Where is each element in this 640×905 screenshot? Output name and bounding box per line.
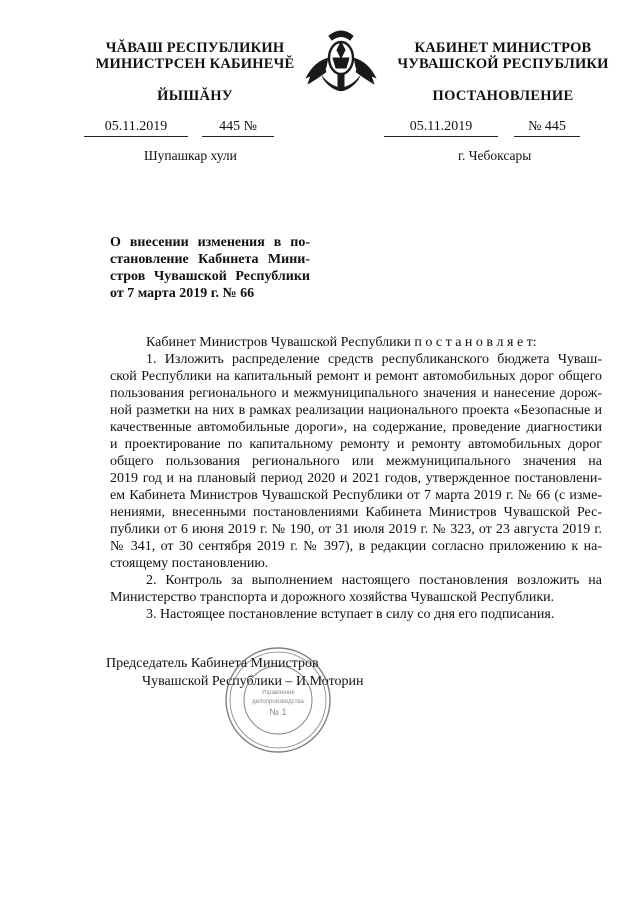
seal-center-line1: Управление — [261, 690, 295, 696]
registration-seal-stamp — [222, 644, 334, 756]
body-line: общего пользования регионального или межмуниципального значения на — [110, 454, 602, 469]
body-line: Кабинет Министров Чувашской Республики п о с т а н о в л я е т: — [146, 335, 537, 350]
signature-title: Председатель Кабинета Министров — [106, 656, 319, 671]
body-line: 2019 год и на плановый период 2020 и 2021 годов, утвержденное постановлени- — [110, 471, 602, 486]
right-date: 05.11.2019 — [384, 118, 498, 137]
body-line: стоящему постановлению. — [110, 556, 269, 571]
body-line: 2. Контроль за выполнением настоящего постановления возложить на — [146, 573, 602, 588]
body-line: ем Кабинета Министров Чувашской Республики от 7 марта 2019 г. № 66 (с изме- — [110, 488, 602, 503]
seal-number: № 1 — [269, 707, 287, 717]
right-number: № 445 — [514, 118, 580, 137]
body-line: № 341, от 30 сентября 2019 г. № 397), в редакции согласно приложению к на- — [110, 539, 602, 554]
body-line: 1. Изложить распределение средств республиканского бюджета Чуваш- — [146, 352, 602, 367]
body-line: Министерство транспорта и дорожного хозяйства Чувашской Республики. — [110, 590, 555, 605]
document-subject: О внесении изменения в по- становление Кабинета Мини- стров Чувашской Республики от 7 марта 2019 г. № 66 — [110, 235, 310, 301]
right-place: г. Чебоксары — [458, 148, 532, 163]
right-org-name: КАБИНЕТ МИНИСТРОВ ЧУВАШСКОЙ РЕСПУБЛИКИ — [397, 40, 609, 72]
left-date: 05.11.2019 — [84, 118, 188, 137]
left-doc-type: ЙЫШĂНУ — [157, 88, 233, 104]
body-line: 3. Настоящее постановление вступает в силу со дня его подписания. — [146, 607, 555, 622]
signature-name: Чувашской Республики – И.Моторин — [142, 674, 364, 689]
body-line: качественные автомобильные дороги», на содержание, проведение диагностики — [110, 420, 602, 435]
seal-center-line2: делопроизводства — [252, 699, 304, 705]
body-line: пользования регионального и межмуниципального значения и нанесение дорож- — [110, 386, 602, 401]
coat-of-arms-emblem — [300, 28, 382, 98]
body-line: и проектирование по капитальному ремонту и ремонту автомобильных дорог — [110, 437, 602, 452]
body-line: публики от 6 июня 2019 г. № 190, от 31 июля 2019 г. № 323, от 23 августа 2019 г. — [110, 522, 602, 537]
left-place: Шупашкар хули — [144, 148, 237, 163]
body-line: ской Республики на капитальный ремонт и ремонт автомобильных дорог общего — [110, 369, 602, 384]
left-number: 445 № — [202, 118, 274, 137]
document-body — [110, 334, 602, 623]
body-line: ной разметки на них в рамках реализации национального проекта «Безопасные и — [110, 403, 602, 418]
body-line: нениями, внесенными постановлениями Кабинета Министров Чувашской Рес- — [110, 505, 602, 520]
left-org-name: ЧĂВАШ РЕСПУБЛИКИН МИНИСТРСЕН КАБИНЕЧĔ — [95, 40, 295, 72]
right-doc-type: ПОСТАНОВЛЕНИЕ — [432, 88, 574, 104]
